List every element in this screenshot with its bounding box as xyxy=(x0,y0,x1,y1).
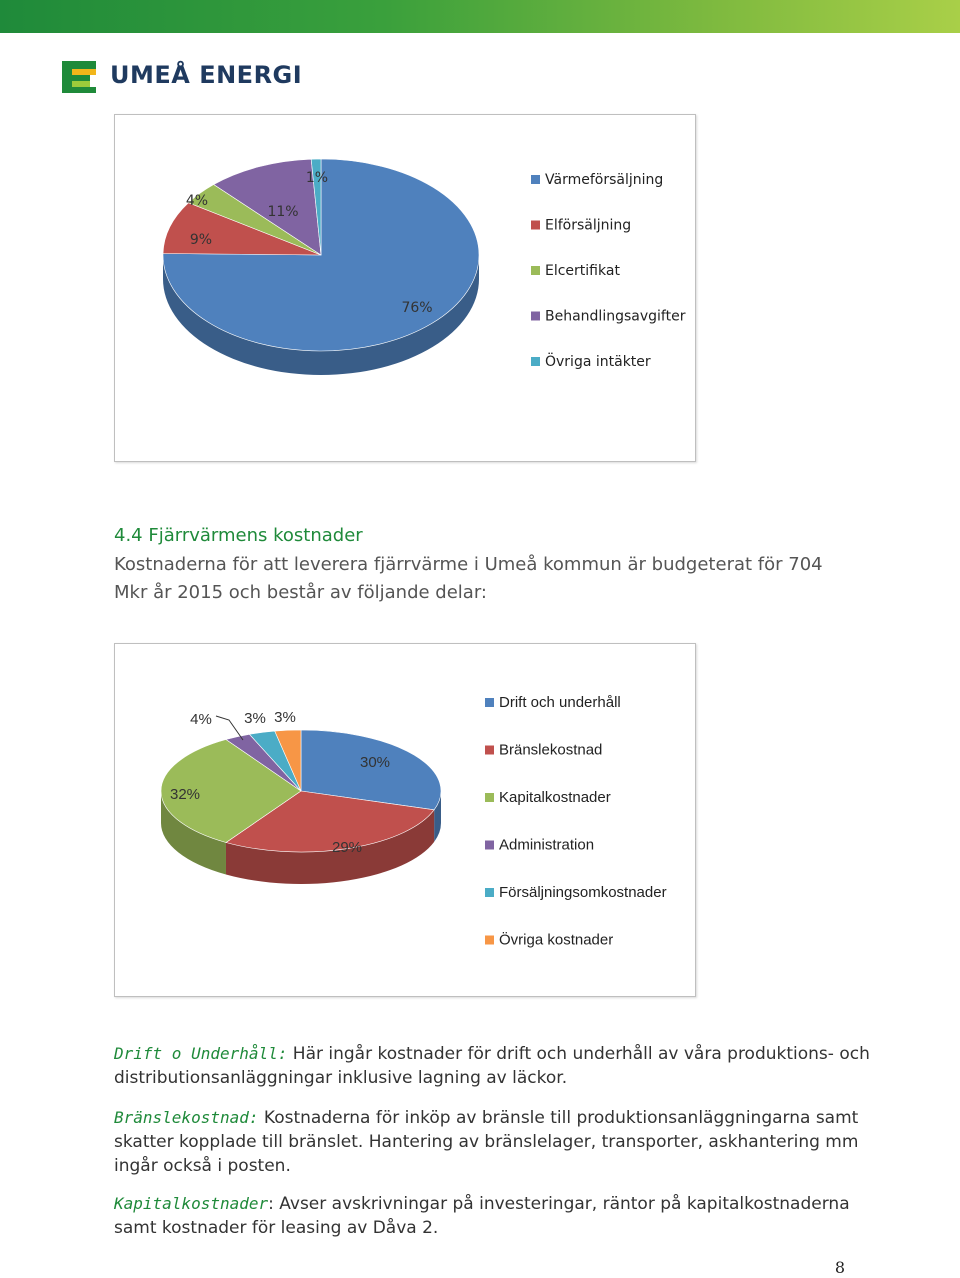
paragraph-bransle xyxy=(114,1106,874,1178)
revenue-data-label-4: 1% xyxy=(305,170,329,186)
paragraph-drift xyxy=(114,1042,874,1090)
cost-data-label-3: 4% xyxy=(190,711,212,728)
section-heading: 4.4 Fjärrvärmens kostnader xyxy=(114,525,363,546)
cost-legend-label-4: Försäljningsomkostnader xyxy=(499,884,667,901)
page-number: 8 xyxy=(834,1258,845,1277)
logo-text: UMEÅ ENERGI xyxy=(110,61,303,89)
revenue-data-label-0: 76% xyxy=(401,300,433,316)
term-drift: Drift o Underhåll: xyxy=(114,1044,288,1063)
cost-data-label-0: 30% xyxy=(359,754,391,771)
revenue-data-label-2: 4% xyxy=(185,193,209,209)
cost-legend-swatch-5 xyxy=(485,936,494,945)
cost-data-label-5: 3% xyxy=(274,709,296,726)
cost-pie-chart xyxy=(114,643,696,997)
cost-data-label-2: 32% xyxy=(169,786,201,803)
revenue-legend-swatch-2 xyxy=(531,266,540,275)
cost-data-label-1: 29% xyxy=(331,839,363,856)
cost-legend-label-5: Övriga kostnader xyxy=(499,931,614,949)
revenue-legend-swatch-1 xyxy=(531,221,540,230)
revenue-data-label-3: 11% xyxy=(267,204,299,220)
revenue-legend-label-0: Värmeförsäljning xyxy=(545,172,664,188)
revenue-legend-label-3: Behandlingsavgifter xyxy=(545,308,686,325)
cost-pie-svg xyxy=(115,644,695,996)
revenue-pie-chart xyxy=(114,114,696,462)
logo-mark-icon xyxy=(60,57,98,95)
revenue-data-label-1: 9% xyxy=(189,232,213,248)
cost-legend-swatch-1 xyxy=(485,746,494,755)
revenue-legend-swatch-0 xyxy=(531,175,540,184)
cost-legend-swatch-4 xyxy=(485,888,494,897)
term-kapital: Kapitalkostnader xyxy=(114,1194,269,1213)
cost-legend-swatch-3 xyxy=(485,841,494,850)
cost-data-label-4: 3% xyxy=(244,710,266,727)
cost-legend-label-3: Administration xyxy=(499,836,595,854)
paragraph-kapital xyxy=(114,1192,874,1240)
revenue-legend-label-2: Elcertifikat xyxy=(545,263,620,279)
revenue-legend-swatch-3 xyxy=(531,312,540,321)
cost-legend-swatch-0 xyxy=(485,698,494,707)
cost-legend-swatch-2 xyxy=(485,793,494,802)
revenue-pie-svg xyxy=(115,115,695,461)
revenue-legend-label-1: Elförsäljning xyxy=(545,217,632,234)
cost-legend-label-2: Kapitalkostnader xyxy=(499,789,611,806)
cost-legend-label-1: Bränslekostnad xyxy=(499,741,603,759)
text-bransle: Kostnaderna för inköp av bränsle till produktionsanläggningarna samt skatter kopplade till bränslet. Hantering av bränslelager, transporter, askhantering mm ingår också i posten. xyxy=(114,1108,859,1176)
term-bransle: Bränslekostnad: xyxy=(114,1108,259,1127)
revenue-legend-swatch-4 xyxy=(531,357,540,366)
revenue-legend-label-4: Övriga intäkter xyxy=(545,354,651,370)
top-color-bar xyxy=(0,0,960,33)
text-drift: Här ingår kostnader för drift och underhåll av våra produktions- och distributionsanläggningar inklusive lagning av läckor. xyxy=(114,1044,870,1088)
cost-legend-label-0: Drift och underhåll xyxy=(499,694,621,711)
section-intro: Kostnaderna för att leverera fjärrvärme i Umeå kommun är budgeterat för 704 Mkr år 2015 och består av följande delar: xyxy=(114,554,823,603)
text-kapital: : Avser avskrivningar på investeringar, räntor på kapitalkostnaderna samt kostnader för leasing av Dåva 2. xyxy=(114,1194,850,1238)
